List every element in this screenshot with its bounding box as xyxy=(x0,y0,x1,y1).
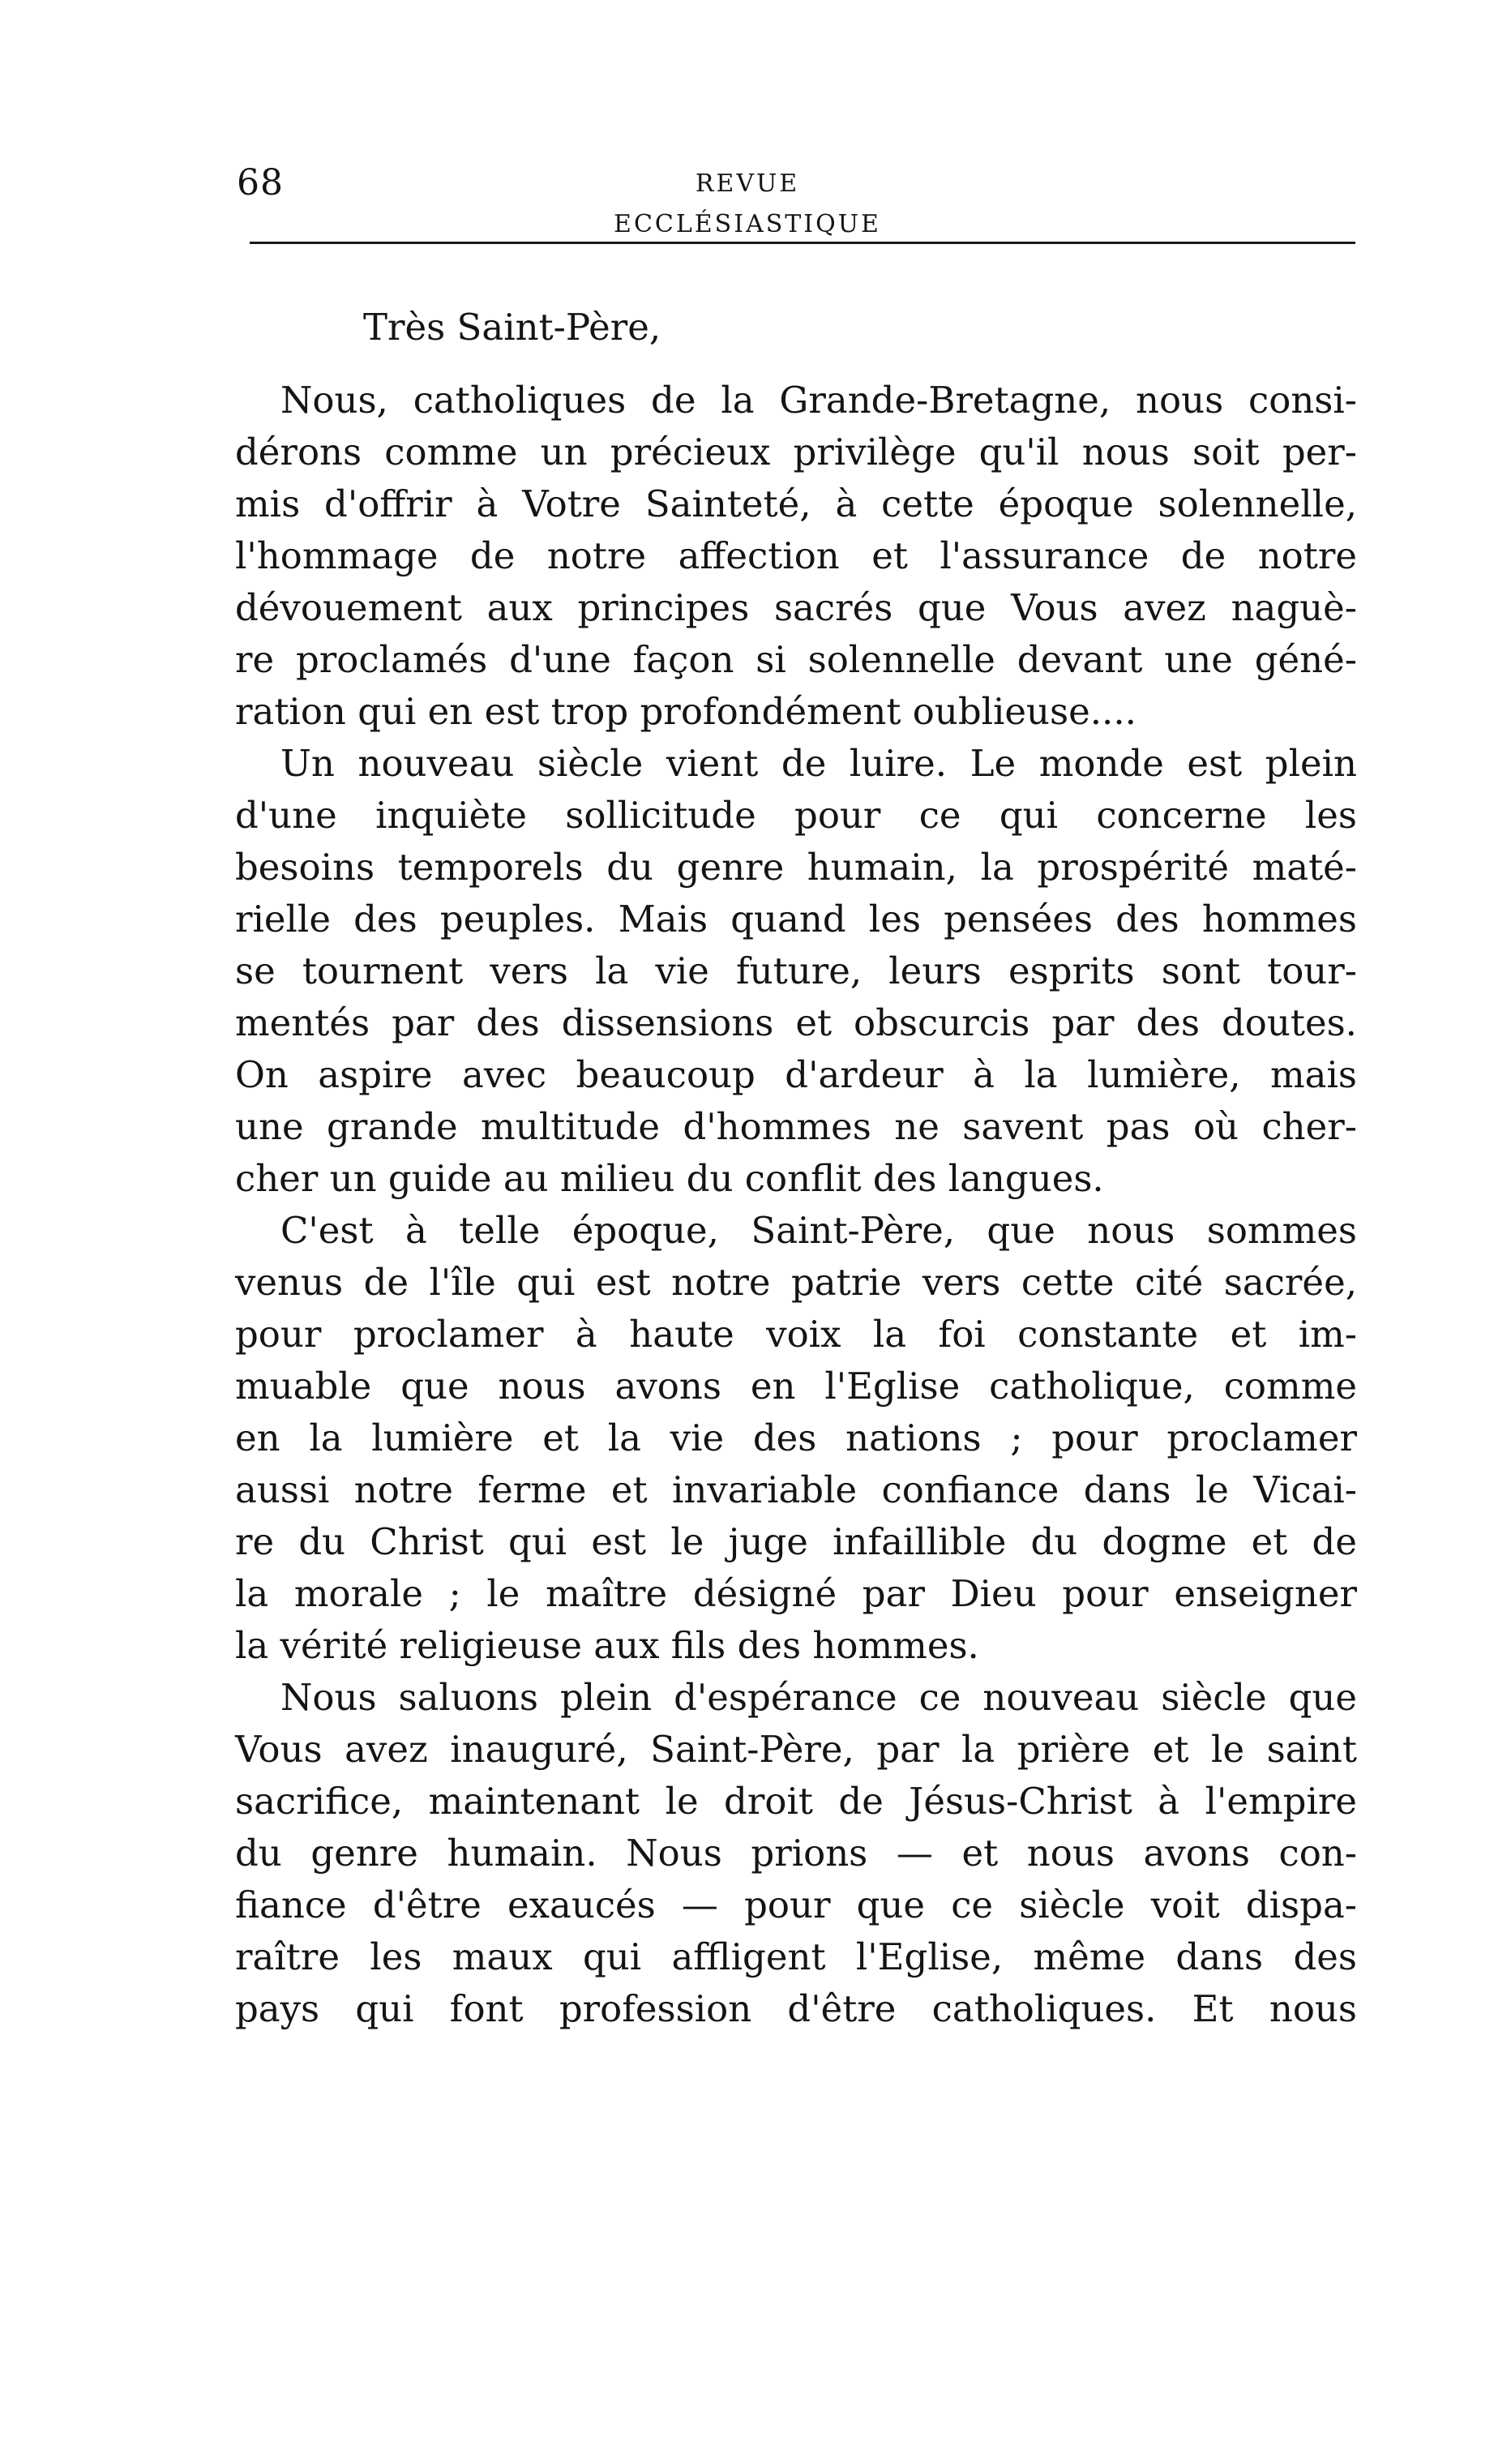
text-line: d'une inquiète sollicitude pour ce qui concerne les xyxy=(235,794,1357,837)
header-rule xyxy=(250,242,1355,244)
text-line: raître les maux qui affligent l'Eglise, même dans des xyxy=(235,1935,1357,1978)
body-text xyxy=(235,302,1357,2035)
text-line: du genre humain. Nous prions — et nous avons con- xyxy=(235,1832,1357,1875)
text-line: mentés par des dissensions et obscurcis par des doutes. xyxy=(235,1001,1357,1044)
salutation: Très Saint-Père, xyxy=(363,306,661,349)
text-line: Vous avez inauguré, Saint-Père, par la prière et le saint xyxy=(235,1728,1357,1771)
text-line: C'est à telle époque, Saint-Père, que nous sommes xyxy=(280,1209,1357,1252)
text-line: l'hommage de notre affection et l'assurance de notre xyxy=(235,534,1357,577)
text-line: se tournent vers la vie future, leurs esprits sont tour- xyxy=(235,949,1357,992)
text-line: On aspire avec beaucoup d'ardeur à la lumière, mais xyxy=(235,1053,1357,1096)
text-line: Nous saluons plein d'espérance ce nouveau siècle que xyxy=(280,1676,1357,1719)
text-line: dévouement aux principes sacrés que Vous avez naguè- xyxy=(235,586,1357,629)
text-line: mis d'offrir à Votre Sainteté, à cette époque solennelle, xyxy=(235,482,1357,525)
text-line: muable que nous avons en l'Eglise catholique, comme xyxy=(235,1365,1357,1408)
text-line: rielle des peuples. Mais quand les pensées des hommes xyxy=(235,898,1357,941)
text-line: venus de l'île qui est notre patrie vers cette cité sacrée, xyxy=(235,1261,1357,1304)
text-line: sacrifice, maintenant le droit de Jésus-Christ à l'empire xyxy=(235,1780,1357,1823)
text-line: fiance d'être exaucés — pour que ce siècle voit dispa- xyxy=(235,1883,1357,1926)
text-line: cher un guide au milieu du conflit des langues. xyxy=(235,1157,1104,1200)
text-line: Un nouveau siècle vient de luire. Le monde est plein xyxy=(280,742,1357,785)
text-line: dérons comme un précieux privilège qu'il nous soit per- xyxy=(235,431,1357,474)
text-line: une grande multitude d'hommes ne savent pas où cher- xyxy=(235,1105,1357,1148)
text-line: Nous, catholiques de la Grande-Bretagne, nous consi- xyxy=(280,379,1357,422)
text-line: la vérité religieuse aux fils des hommes. xyxy=(235,1624,979,1667)
text-line: en la lumière et la vie des nations ; pour proclamer xyxy=(235,1416,1357,1459)
text-line: pays qui font profession d'être catholiques. Et nous xyxy=(235,1987,1357,2030)
page-header xyxy=(237,159,1355,238)
page-number: 68 xyxy=(237,162,284,204)
running-title: REVUE ECCLÉSIASTIQUE xyxy=(614,169,881,238)
text-line: re du Christ qui est le juge infaillible du dogme et de xyxy=(235,1520,1357,1563)
text-line: aussi notre ferme et invariable confiance dans le Vicai- xyxy=(235,1468,1357,1511)
text-line: pour proclamer à haute voix la foi constante et im- xyxy=(235,1313,1357,1356)
text-line: ration qui en est trop profondément oublieuse.... xyxy=(235,690,1136,733)
text-line: la morale ; le maître désigné par Dieu pour enseigner xyxy=(235,1572,1357,1615)
text-line: besoins temporels du genre humain, la prospérité maté- xyxy=(235,846,1357,889)
text-line: re proclamés d'une façon si solennelle devant une géné- xyxy=(235,638,1357,681)
